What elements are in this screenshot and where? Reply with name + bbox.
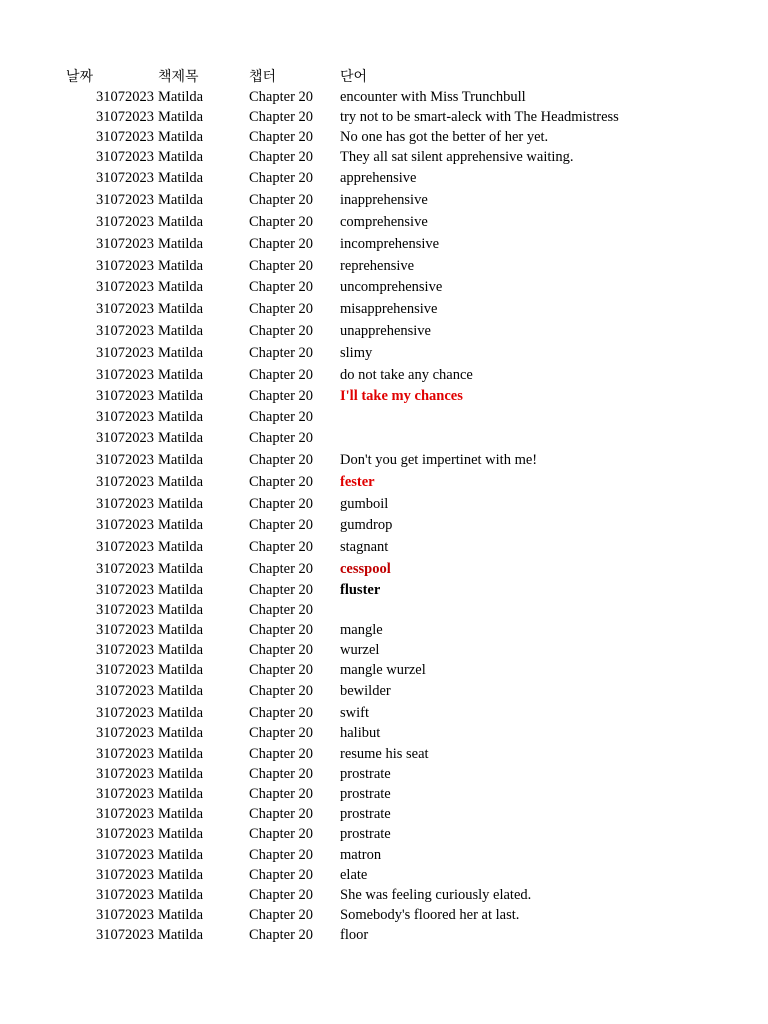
cell-word: swift [340,705,369,721]
table-row [0,744,768,764]
cell-chapter: Chapter 20 [249,89,314,105]
cell-word: Somebody's floored her at last. [340,907,520,923]
table-row [0,600,768,620]
cell-date: 31072023 [96,725,154,741]
table-row [0,212,768,232]
cell-word: apprehensive [340,170,417,186]
cell-date: 31072023 [96,642,154,658]
table-row [0,277,768,297]
cell-word: prostrate [340,786,391,802]
cell-date: 31072023 [96,323,154,339]
table-row [0,321,768,341]
header-date: 날짜 [66,69,94,85]
cell-word: halibut [340,725,381,741]
cell-chapter: Chapter 20 [249,806,314,822]
cell-chapter: Chapter 20 [249,192,314,208]
cell-book: Matilda [158,746,204,762]
table-row [0,450,768,470]
cell-chapter: Chapter 20 [249,258,314,274]
cell-book: Matilda [158,786,204,802]
cell-book: Matilda [158,345,204,361]
table-row [0,472,768,492]
cell-chapter: Chapter 20 [249,662,314,678]
table-row [0,343,768,363]
cell-chapter: Chapter 20 [249,602,314,618]
cell-word: resume his seat [340,746,429,762]
cell-word: unapprehensive [340,323,431,339]
cell-date: 31072023 [96,474,154,490]
cell-book: Matilda [158,452,204,468]
cell-chapter: Chapter 20 [249,517,314,533]
table-row [0,407,768,427]
table-row [0,494,768,514]
cell-chapter: Chapter 20 [249,149,314,165]
cell-word: I'll take my chances [340,388,463,404]
cell-date: 31072023 [96,927,154,943]
cell-word: comprehensive [340,214,428,230]
cell-word: Don't you get impertinet with me! [340,452,538,468]
cell-word: misapprehensive [340,301,438,317]
table-row [0,256,768,276]
cell-date: 31072023 [96,683,154,699]
cell-chapter: Chapter 20 [249,452,314,468]
cell-date: 31072023 [96,214,154,230]
cell-word: mangle [340,622,383,638]
cell-word: They all sat silent apprehensive waiting. [340,149,574,165]
cell-chapter: Chapter 20 [249,582,314,598]
cell-book: Matilda [158,258,204,274]
table-row [0,723,768,743]
cell-date: 31072023 [96,705,154,721]
cell-word: fester [340,474,375,490]
cell-word: inapprehensive [340,192,428,208]
cell-date: 31072023 [96,170,154,186]
cell-book: Matilda [158,662,204,678]
cell-chapter: Chapter 20 [249,367,314,383]
cell-chapter: Chapter 20 [249,170,314,186]
cell-book: Matilda [158,388,204,404]
header-book: 책제목 [158,69,199,85]
cell-date: 31072023 [96,279,154,295]
table-row [0,905,768,925]
cell-date: 31072023 [96,746,154,762]
cell-date: 31072023 [96,517,154,533]
cell-word: elate [340,867,368,883]
cell-book: Matilda [158,409,204,425]
cell-date: 31072023 [96,907,154,923]
table-row [0,299,768,319]
table-row [0,640,768,660]
cell-chapter: Chapter 20 [249,887,314,903]
cell-chapter: Chapter 20 [249,786,314,802]
cell-date: 31072023 [96,430,154,446]
cell-chapter: Chapter 20 [249,430,314,446]
cell-chapter: Chapter 20 [249,129,314,145]
table-row [0,845,768,865]
cell-word: gumboil [340,496,389,512]
cell-book: Matilda [158,109,204,125]
cell-chapter: Chapter 20 [249,236,314,252]
table-row [0,660,768,680]
cell-word: gumdrop [340,517,393,533]
cell-date: 31072023 [96,409,154,425]
cell-word: fluster [340,582,381,598]
cell-chapter: Chapter 20 [249,323,314,339]
cell-book: Matilda [158,867,204,883]
cell-word: mangle wurzel [340,662,426,678]
cell-date: 31072023 [96,192,154,208]
header-word: 단어 [340,69,368,85]
cell-word: floor [340,927,369,943]
cell-book: Matilda [158,301,204,317]
table-row [0,764,768,784]
cell-date: 31072023 [96,301,154,317]
cell-book: Matilda [158,367,204,383]
cell-word: reprehensive [340,258,415,274]
cell-chapter: Chapter 20 [249,847,314,863]
cell-book: Matilda [158,602,204,618]
cell-book: Matilda [158,323,204,339]
cell-word: uncomprehensive [340,279,443,295]
cell-word: cesspool [340,561,391,577]
cell-word: prostrate [340,826,391,842]
table-row [0,824,768,844]
cell-date: 31072023 [96,602,154,618]
table-row [0,515,768,535]
cell-word: prostrate [340,766,391,782]
cell-chapter: Chapter 20 [249,496,314,512]
cell-chapter: Chapter 20 [249,907,314,923]
table-row [0,107,768,127]
table-row [0,703,768,723]
cell-chapter: Chapter 20 [249,474,314,490]
cell-date: 31072023 [96,388,154,404]
cell-date: 31072023 [96,345,154,361]
cell-chapter: Chapter 20 [249,301,314,317]
cell-date: 31072023 [96,129,154,145]
cell-book: Matilda [158,236,204,252]
cell-chapter: Chapter 20 [249,766,314,782]
cell-book: Matilda [158,887,204,903]
cell-date: 31072023 [96,258,154,274]
cell-book: Matilda [158,279,204,295]
cell-date: 31072023 [96,622,154,638]
cell-book: Matilda [158,622,204,638]
cell-book: Matilda [158,192,204,208]
cell-chapter: Chapter 20 [249,345,314,361]
cell-word: stagnant [340,539,389,555]
cell-book: Matilda [158,582,204,598]
cell-book: Matilda [158,561,204,577]
cell-date: 31072023 [96,539,154,555]
cell-date: 31072023 [96,109,154,125]
cell-word: incomprehensive [340,236,440,252]
cell-word: No one has got the better of her yet. [340,129,549,145]
cell-word: wurzel [340,642,380,658]
cell-chapter: Chapter 20 [249,642,314,658]
cell-chapter: Chapter 20 [249,746,314,762]
cell-chapter: Chapter 20 [249,109,314,125]
cell-book: Matilda [158,683,204,699]
cell-date: 31072023 [96,786,154,802]
table-row [0,87,768,107]
table-row [0,190,768,210]
table-row [0,925,768,945]
cell-book: Matilda [158,725,204,741]
table-row [0,234,768,254]
cell-date: 31072023 [96,867,154,883]
cell-word: slimy [340,345,373,361]
table-row [0,620,768,640]
cell-date: 31072023 [96,847,154,863]
cell-date: 31072023 [96,826,154,842]
cell-book: Matilda [158,705,204,721]
header-chapter: 챕터 [249,69,277,85]
table-row [0,428,768,448]
table-row [0,865,768,885]
cell-chapter: Chapter 20 [249,683,314,699]
cell-chapter: Chapter 20 [249,388,314,404]
table-row [0,147,768,167]
cell-book: Matilda [158,907,204,923]
cell-book: Matilda [158,806,204,822]
cell-date: 31072023 [96,582,154,598]
cell-chapter: Chapter 20 [249,561,314,577]
cell-book: Matilda [158,766,204,782]
cell-book: Matilda [158,430,204,446]
cell-date: 31072023 [96,452,154,468]
cell-date: 31072023 [96,149,154,165]
cell-book: Matilda [158,496,204,512]
table-row [0,885,768,905]
cell-word: do not take any chance [340,367,473,383]
cell-chapter: Chapter 20 [249,214,314,230]
cell-date: 31072023 [96,236,154,252]
cell-date: 31072023 [96,89,154,105]
cell-date: 31072023 [96,662,154,678]
cell-word: encounter with Miss Trunchbull [340,89,526,105]
cell-date: 31072023 [96,887,154,903]
cell-chapter: Chapter 20 [249,725,314,741]
cell-date: 31072023 [96,496,154,512]
cell-word: matron [340,847,382,863]
table-row [0,168,768,188]
cell-book: Matilda [158,474,204,490]
table-row [0,386,768,406]
cell-book: Matilda [158,847,204,863]
cell-chapter: Chapter 20 [249,826,314,842]
cell-date: 31072023 [96,806,154,822]
cell-word: try not to be smart-aleck with The Headmistress [340,109,619,125]
cell-book: Matilda [158,642,204,658]
table-row [0,784,768,804]
cell-book: Matilda [158,149,204,165]
cell-book: Matilda [158,89,204,105]
table-row [0,365,768,385]
cell-chapter: Chapter 20 [249,705,314,721]
table-row [0,580,768,600]
cell-date: 31072023 [96,561,154,577]
table-row [0,537,768,557]
table-row [0,681,768,701]
cell-word: She was feeling curiously elated. [340,887,532,903]
cell-word: bewilder [340,683,391,699]
cell-chapter: Chapter 20 [249,622,314,638]
cell-book: Matilda [158,826,204,842]
table-row [0,559,768,579]
cell-date: 31072023 [96,766,154,782]
cell-chapter: Chapter 20 [249,867,314,883]
cell-book: Matilda [158,170,204,186]
cell-book: Matilda [158,129,204,145]
table-row [0,804,768,824]
cell-chapter: Chapter 20 [249,409,314,425]
cell-chapter: Chapter 20 [249,539,314,555]
cell-book: Matilda [158,517,204,533]
cell-chapter: Chapter 20 [249,279,314,295]
header-row [0,67,768,87]
table-row [0,127,768,147]
cell-book: Matilda [158,539,204,555]
cell-word: prostrate [340,806,391,822]
cell-chapter: Chapter 20 [249,927,314,943]
cell-book: Matilda [158,927,204,943]
cell-book: Matilda [158,214,204,230]
cell-date: 31072023 [96,367,154,383]
